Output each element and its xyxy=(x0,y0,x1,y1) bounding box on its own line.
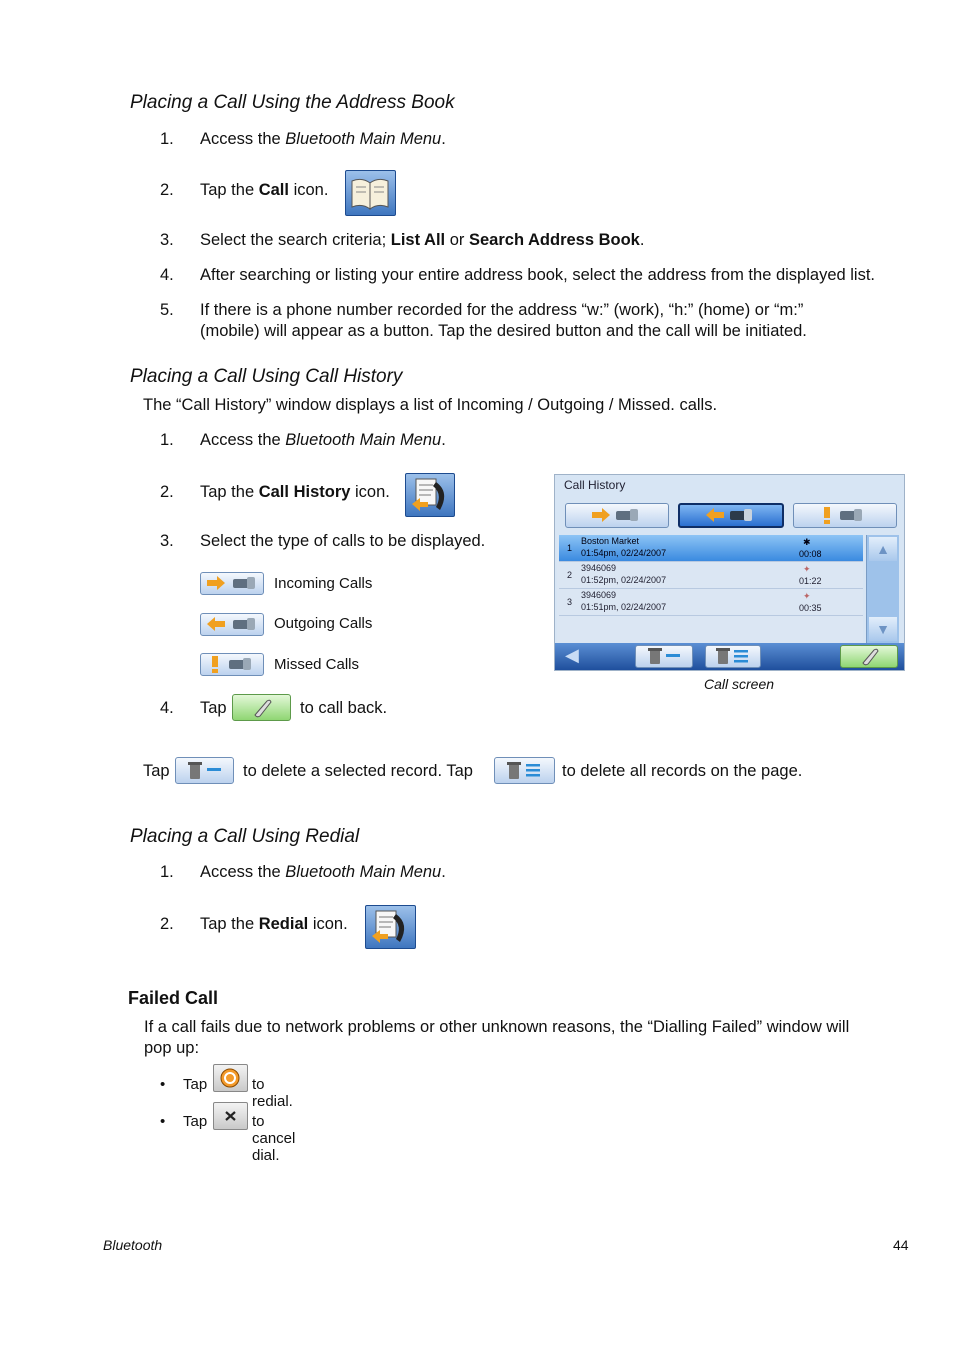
outgoing-marker-icon: ✱ xyxy=(803,537,811,547)
step-text: or xyxy=(445,231,469,249)
incoming-calls-tab[interactable] xyxy=(565,503,669,528)
cancel-button-icon xyxy=(213,1102,248,1130)
step-number: 1. xyxy=(160,863,174,881)
step-number: 2. xyxy=(160,915,174,933)
call-history-icon xyxy=(405,473,455,517)
row-index: 1 xyxy=(567,543,573,553)
incoming-calls-icon xyxy=(200,572,264,595)
step-text: icon. xyxy=(288,181,329,199)
row-time: 01:54pm, 02/24/2007 xyxy=(581,548,667,558)
failed-call-text xyxy=(144,1017,849,1059)
step-text: icon. xyxy=(350,483,390,501)
call-back-icon xyxy=(232,694,291,721)
step-emphasis: Bluetooth Main Menu xyxy=(285,130,442,148)
step-text: Tap the xyxy=(200,915,259,933)
outgoing-calls-icon xyxy=(200,613,264,636)
missed-marker-icon: ✦ xyxy=(803,564,811,574)
scrollbar[interactable] xyxy=(866,535,899,643)
call-list xyxy=(557,535,863,643)
step-text: Tap the xyxy=(200,483,259,501)
scroll-down-icon[interactable]: ▼ xyxy=(869,617,897,641)
step-bold: Redial xyxy=(258,915,309,933)
step-text: Select the type of calls to be displayed. xyxy=(200,532,486,550)
missed-marker-icon: ✦ xyxy=(803,591,811,601)
step-bold: Call xyxy=(258,181,289,199)
step-text: After searching or listing your entire address book, select the address from the displayed list. xyxy=(200,266,876,284)
scroll-up-icon[interactable]: ▲ xyxy=(869,537,897,561)
call-type-label: Incoming Calls xyxy=(274,575,373,592)
row-name: 3946069 xyxy=(581,590,617,600)
failed-call-line: If a call fails due to network problems or other unknown reasons, the “Dialling Failed” window will xyxy=(144,1018,850,1036)
row-index: 2 xyxy=(567,570,573,580)
row-time: 01:51pm, 02/24/2007 xyxy=(581,602,667,612)
step-text: Access the xyxy=(200,130,286,148)
outgoing-calls-tab[interactable] xyxy=(678,503,784,528)
step-emphasis: Bluetooth Main Menu xyxy=(285,431,442,449)
heading-failed-call: Failed Call xyxy=(128,988,219,1008)
call-history-intro: The “Call History” window displays a list of Incoming / Outgoing / Missed. calls. xyxy=(143,396,718,414)
row-index: 3 xyxy=(567,597,573,607)
missed-calls-icon xyxy=(200,653,264,676)
call-button[interactable] xyxy=(840,645,898,668)
step-text: icon. xyxy=(308,915,348,933)
step-number: 4. xyxy=(160,699,174,717)
bullet-dot: • xyxy=(160,1076,166,1093)
step-emphasis: Bluetooth Main Menu xyxy=(285,863,442,881)
back-arrow-icon[interactable]: ◀ xyxy=(565,645,579,665)
step-text: Access the xyxy=(200,863,286,881)
step-text: . xyxy=(441,130,446,148)
delete-selected-button[interactable] xyxy=(635,645,693,668)
step-number: 2. xyxy=(160,483,174,501)
footer-section-name: Bluetooth xyxy=(103,1237,163,1253)
call-row[interactable] xyxy=(559,589,863,616)
redial-icon xyxy=(365,905,416,949)
delete-text: Tap xyxy=(143,762,170,780)
step-number: 1. xyxy=(160,431,174,449)
call-type-label: Missed Calls xyxy=(274,656,360,673)
screen-toolbar xyxy=(555,643,904,670)
bullet-text: Tap xyxy=(183,1076,208,1093)
delete-all-button[interactable] xyxy=(705,645,761,668)
heading-address-book: Placing a Call Using the Address Book xyxy=(130,92,455,113)
delete-selected-icon xyxy=(175,757,234,784)
delete-text: to delete a selected record. Tap xyxy=(243,762,473,780)
bullet-text: to redial. xyxy=(252,1076,293,1110)
row-duration: 00:08 xyxy=(799,549,822,559)
heading-redial: Placing a Call Using Redial xyxy=(130,826,360,847)
step-text: If there is a phone number recorded for the address “w:” (work), “h:” (home) or “m:” xyxy=(200,301,804,319)
delete-all-icon xyxy=(494,757,555,784)
row-time: 01:52pm, 02/24/2007 xyxy=(581,575,667,585)
step-bold: Search Address Book xyxy=(468,231,640,249)
call-type-label: Outgoing Calls xyxy=(274,615,373,632)
row-name: 3946069 xyxy=(581,563,617,573)
failed-call-line: pop up: xyxy=(144,1039,200,1057)
row-duration: 00:35 xyxy=(799,603,822,613)
redial-button-icon xyxy=(213,1064,248,1092)
step-text: . xyxy=(441,431,446,449)
step-text: (mobile) will appear as a button. Tap the desired button and the call will be initiated. xyxy=(200,322,807,340)
step-text: . xyxy=(441,863,446,881)
step-number: 1. xyxy=(160,130,174,148)
step-number: 4. xyxy=(160,266,174,284)
step-number: 3. xyxy=(160,532,174,550)
page-number: 44 xyxy=(893,1237,909,1253)
step-text: Access the xyxy=(200,431,286,449)
step-number: 3. xyxy=(160,231,174,249)
step-text: Select the search criteria; xyxy=(200,231,391,249)
step-text: Tap xyxy=(200,699,227,717)
screen-title: Call History xyxy=(564,478,626,492)
call-history-screen xyxy=(554,474,905,671)
row-duration: 01:22 xyxy=(799,576,822,586)
missed-calls-tab[interactable] xyxy=(793,503,897,528)
step-text: . xyxy=(639,231,645,249)
call-row[interactable] xyxy=(559,535,863,562)
step-number: 2. xyxy=(160,181,174,199)
bullet-dot: • xyxy=(160,1113,166,1130)
heading-call-history: Placing a Call Using Call History xyxy=(130,366,403,387)
step-bold: List All xyxy=(390,231,446,249)
row-name: Boston Market xyxy=(581,536,640,546)
bullet-text: to cancel dial. xyxy=(252,1113,296,1164)
call-screen-caption: Call screen xyxy=(704,676,775,692)
step-bold: Call History xyxy=(258,483,351,501)
step-number: 5. xyxy=(160,301,174,319)
step-text: to call back. xyxy=(300,699,388,717)
bullet-text: Tap xyxy=(183,1113,208,1130)
call-book-icon xyxy=(345,170,396,216)
delete-text: to delete all records on the page. xyxy=(562,762,803,780)
step-text: Tap the xyxy=(200,181,259,199)
call-row[interactable] xyxy=(559,562,863,589)
